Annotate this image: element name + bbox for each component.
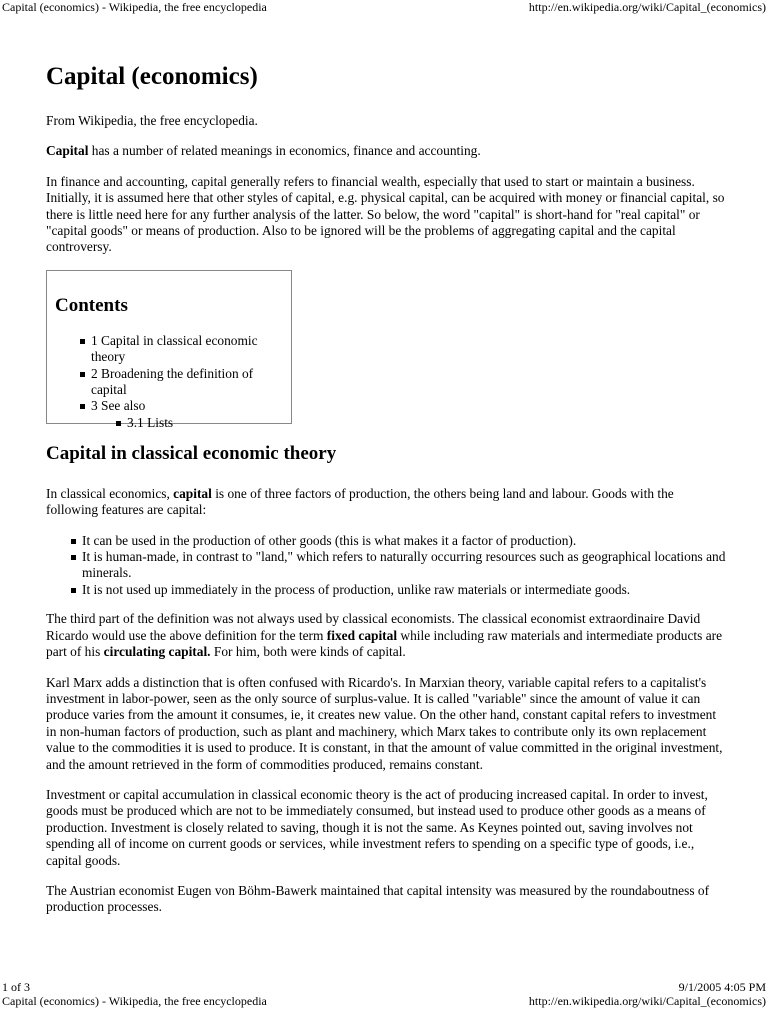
section-paragraph: Karl Marx adds a distinction that is often confused with Ricardo's. In Marxian theory, variable capital refers to a capitalist's investment in labor-power, seen as the only source of surplus-value. It is called "variable" since the amount of value it can produce varies from the amount it consumes, ie, it creates new value. On the other hand, constant capital refers to investment in non-human factors of production, such as plant and machinery, which Marx takes to contribute only its own replacement value to the commodities it is used to produce. It is constant, in that the amount of value committed in the original investment, and the amount retrieved in the form of commodities produced, remains constant. <box>46 674 723 772</box>
text: For him, both were kinds of capital. <box>210 644 406 660</box>
feature-list <box>46 533 726 599</box>
bold-term: circulating capital. <box>103 644 211 660</box>
list-item: It can be used in the production of other goods (this is what makes it a factor of production). <box>71 533 726 549</box>
intro-bold: Capital <box>46 143 89 159</box>
list-item: It is human-made, in contrast to "land," which refers to naturally occurring resources such as geographical locations and minerals. <box>71 549 726 582</box>
section-paragraph <box>46 486 726 519</box>
toc-title: Contents <box>55 294 128 316</box>
section-heading: Capital in classical economic theory <box>46 442 337 464</box>
toc-list <box>55 333 291 431</box>
toc-item-label[interactable]: 3 See also <box>91 398 146 414</box>
text: The third part of the definition was not always used by classical economists. The classical economist extraordinaire David Ricardo would use the above definition for the term <box>46 611 701 643</box>
from-line: From Wikipedia, the free encyclopedia. <box>46 113 258 128</box>
text: is one of three factors of production, the others being land and labour. Goods with the following features are capital: <box>46 485 674 518</box>
header-url: http://en.wikipedia.org/wiki/Capital_(economics) <box>528 0 766 14</box>
text: while including raw materials and intermediate products are part of his <box>46 627 723 660</box>
bold-term: fixed capital <box>326 627 398 643</box>
article-content <box>46 62 726 930</box>
text: In classical economics, <box>46 485 174 501</box>
toc-subitem[interactable]: 3.1 Lists <box>116 415 291 431</box>
footer-title: Capital (economics) - Wikipedia, the free encyclopedia <box>2 994 267 1008</box>
toc-item[interactable]: 2 Broadening the definition of capital <box>80 366 291 399</box>
section-paragraph: Investment or capital accumulation in classical economic theory is the act of producing increased capital. In order to invest, goods must be produced which are not to be immediately consumed, but instead used to produce other goods as a means of production. Investment is closely related to saving, though it is not the same. As Keynes pointed out, saving involves not spending all of income on current goods or services, while investment refers to spending on a specific type of goods, i.e., capital goods. <box>46 786 708 868</box>
toc-item[interactable]: 1 Capital in classical economic theory <box>80 333 291 366</box>
print-footer <box>0 980 768 1010</box>
list-item: It is not used up immediately in the process of production, unlike raw materials or intermediate goods. <box>71 582 726 598</box>
section-paragraph: The Austrian economist Eugen von Böhm-Bawerk maintained that capital intensity was measured by the roundaboutness of production processes. <box>46 882 710 915</box>
page-number: 1 of 3 <box>2 980 30 994</box>
table-of-contents <box>46 270 292 430</box>
bold-term: capital <box>173 485 212 501</box>
footer-url: http://en.wikipedia.org/wiki/Capital_(economics) <box>528 994 766 1008</box>
finance-paragraph: In finance and accounting, capital generally refers to financial wealth, especially that used to start or maintain a business. Initially, it is assumed here that other styles of capital, e.g. physical capital, can be acquired with money or financial capital, so there is little need here for any further analysis of the latter. So below, the word "capital" is short-hand for "real capital" or "capital goods" or means of production. Also to be ignored will be the problems of aggregating capital and the capital controversy. <box>46 173 725 255</box>
page-title: Capital (economics) <box>46 63 258 90</box>
print-datetime: 9/1/2005 4:05 PM <box>678 980 766 994</box>
section-paragraph <box>46 611 726 660</box>
header-title: Capital (economics) - Wikipedia, the free encyclopedia <box>2 0 267 14</box>
intro-paragraph <box>46 143 726 159</box>
intro-text: has a number of related meanings in economics, finance and accounting. <box>88 143 481 159</box>
toc-item <box>80 398 291 431</box>
toc-sublist <box>91 415 291 431</box>
